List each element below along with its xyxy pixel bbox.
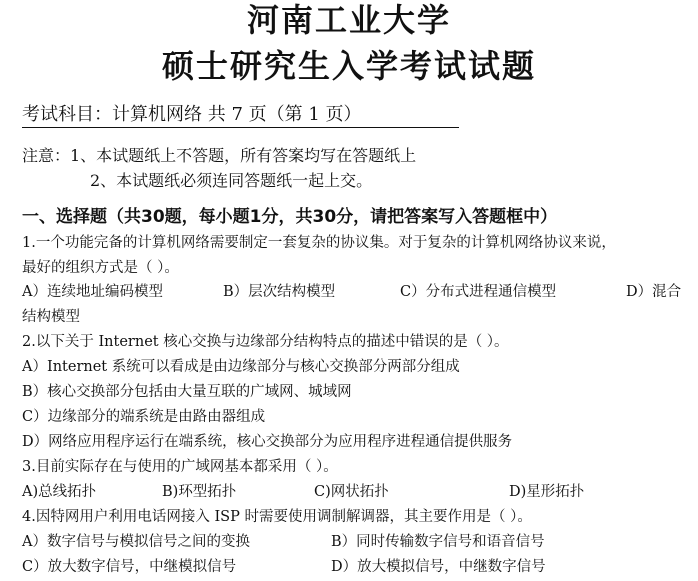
question-1-option-b: B）层次结构模型 [223,284,336,300]
exam-title: 硕士研究生入学考试试题 [161,47,536,85]
question-3-option-c: C)网状拓扑 [314,484,389,500]
question-2-stem: 2.以下关于 Internet 核心交换与边缘部分结构特点的描述中错误的是（ ）。 [22,334,509,350]
question-3-stem: 3.目前实际存在与使用的广域网基本都采用（ ）。 [22,459,338,475]
question-3-option-b: B)环型拓扑 [162,484,237,500]
question-4-option-a: A）数字信号与模拟信号之间的变换 [22,534,250,550]
question-1-option-d: D）混合 [626,284,682,300]
notice-line-2: 2、本试题纸必须连同答题纸一起上交。 [90,171,373,190]
question-4-option-d: D）放大模拟信号，中继数字信号 [331,559,546,575]
question-2-option-d: D）网络应用程序运行在端系统，核心交换部分为应用程序进程通信提供服务 [22,434,513,450]
question-1-option-a: A）连续地址编码模型 [22,284,163,300]
notice-line-1: 注意：1、本试题纸上不答题，所有答案均写在答题纸上 [22,146,417,165]
subject-underline [22,127,459,128]
question-1-option-d-wrap: 结构模型 [22,309,80,325]
question-4-stem: 4.因特网用户利用电话网接入 ISP 时需要使用调制解调器，其主要作用是（ ）。 [22,509,532,525]
question-1-option-c: C）分布式进程通信模型 [400,284,557,300]
question-2-option-a: A）Internet 系统可以看成是由边缘部分与核心交换部分两部分组成 [22,359,460,375]
question-4-option-c: C）放大数字信号，中继模拟信号 [22,559,237,575]
question-1-stem-line-2: 最好的组织方式是（ ）。 [22,260,179,276]
university-title: 河南工业大学 [246,1,451,39]
question-4-option-b: B）同时传输数字信号和语音信号 [331,534,545,550]
exam-subject-line: 考试科目：计算机网络 共 7 页（第 1 页） [22,104,362,125]
question-2-option-c: C）边缘部分的端系统是由路由器组成 [22,409,266,425]
section-heading: 一、选择题（共30题，每小题1分，共30分，请把答案写入答题框中） [22,207,558,227]
question-3-option-d: D)星形拓扑 [509,484,585,500]
question-2-option-b: B）核心交换部分包括由大量互联的广域网、城域网 [22,384,352,400]
question-1-stem-line-1: 1.一个功能完备的计算机网络需要制定一套复杂的协议集。对于复杂的计算机网络协议来说， [22,235,616,251]
question-3-option-a: A)总线拓扑 [22,484,97,500]
